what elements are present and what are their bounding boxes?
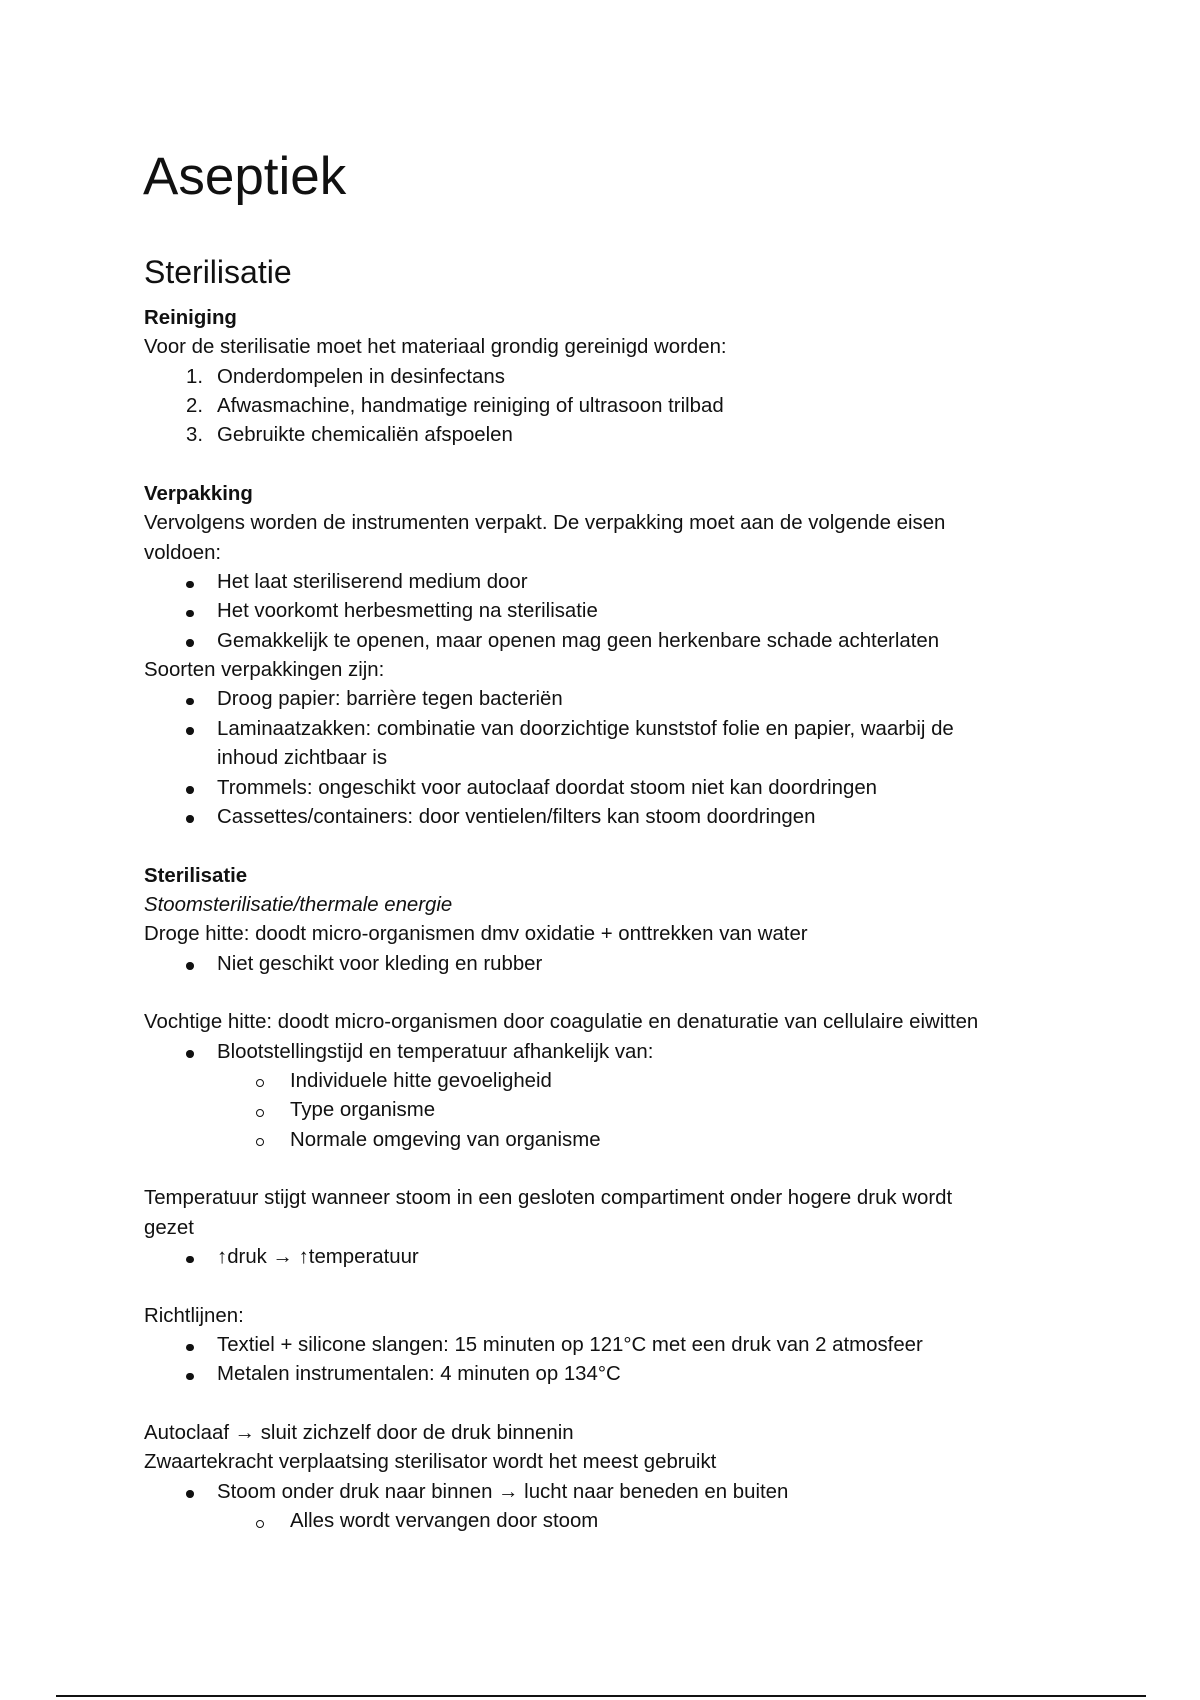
paragraph-line: gezet bbox=[144, 1216, 194, 1239]
list-item-text: Niet geschikt voor kleding en rubber bbox=[217, 952, 543, 975]
document-body bbox=[144, 304, 1164, 1536]
bullet-icon bbox=[186, 786, 194, 794]
paragraph-line: Vervolgens worden de instrumenten verpakt. De verpakking moet aan de volgende eisen bbox=[144, 512, 946, 535]
list-item-text: Gemakkelijk te openen, maar openen mag geen herkenbare schade achterlaten bbox=[217, 629, 940, 652]
bullet-icon bbox=[186, 581, 194, 589]
list-item bbox=[144, 715, 1164, 744]
list-item-text: Blootstellingstijd en temperatuur afhankelijk van: bbox=[217, 1040, 654, 1063]
paragraph-line: Temperatuur stijgt wanneer stoom in een gesloten compartiment onder hogere druk wordt bbox=[144, 1187, 953, 1210]
sterilisatie-section bbox=[144, 862, 1164, 1537]
list-item bbox=[144, 597, 1164, 626]
sub-list-item bbox=[144, 1067, 1164, 1096]
blank-line bbox=[144, 832, 1164, 861]
bullet-icon bbox=[186, 815, 194, 823]
list-item-text: Het voorkomt herbesmetting na sterilisatie bbox=[217, 600, 598, 623]
list-item bbox=[144, 1038, 1164, 1067]
bullet-icon bbox=[186, 1344, 194, 1352]
hollow-bullet-icon bbox=[256, 1079, 264, 1087]
list-number: 3. bbox=[185, 424, 203, 447]
subheading-sterilisatie: Sterilisatie bbox=[144, 864, 248, 887]
bullet-icon bbox=[186, 1256, 194, 1264]
reiniging-section bbox=[144, 304, 1164, 451]
list-item bbox=[144, 950, 1164, 979]
list-item-text: Stoom onder druk naar binnen → lucht naar beneden en buiten bbox=[217, 1480, 789, 1503]
bullet-icon bbox=[186, 639, 194, 647]
subheading-verpakking: Verpakking bbox=[144, 483, 253, 506]
bullet-icon bbox=[186, 962, 194, 970]
sub-list-item bbox=[144, 1096, 1164, 1125]
bullet-icon bbox=[186, 1490, 194, 1498]
paragraph-line: voldoen: bbox=[144, 541, 222, 564]
bullet-icon bbox=[186, 610, 194, 618]
list-item-text: Cassettes/containers: door ventielen/filters kan stoom doordringen bbox=[217, 805, 816, 828]
list-item bbox=[144, 803, 1164, 832]
list-item-text: Metalen instrumentalen: 4 minuten op 134°C bbox=[217, 1363, 621, 1386]
list-item-text: Gebruikte chemicaliën afspoelen bbox=[217, 424, 513, 447]
list-item-text: Textiel + silicone slangen: 15 minuten op 121°C met een druk van 2 atmosfeer bbox=[217, 1334, 923, 1357]
list-item-text: Trommels: ongeschikt voor autoclaaf doordat stoom niet kan doordringen bbox=[217, 776, 878, 799]
list-item-text: Afwasmachine, handmatige reiniging of ultrasoon trilbad bbox=[217, 395, 724, 418]
blank-line bbox=[144, 1390, 1164, 1419]
bullet-icon bbox=[186, 1050, 194, 1058]
sub-list-item-text: Normale omgeving van organisme bbox=[290, 1128, 601, 1151]
bullet-icon bbox=[186, 1373, 194, 1381]
section-heading: Sterilisatie bbox=[144, 254, 292, 290]
paragraph-line: Autoclaaf → sluit zichzelf door de druk binnenin bbox=[144, 1422, 574, 1445]
numbered-item bbox=[144, 421, 1164, 450]
list-item bbox=[144, 1360, 1164, 1389]
list-number: 1. bbox=[185, 365, 203, 388]
list-item-continuation: inhoud zichtbaar is bbox=[217, 747, 388, 770]
paragraph: Voor de sterilisatie moet het materiaal grondig gereinigd worden: bbox=[144, 336, 727, 359]
list-item bbox=[144, 685, 1164, 714]
list-item bbox=[144, 627, 1164, 656]
numbered-item bbox=[144, 392, 1164, 421]
paragraph: Soorten verpakkingen zijn: bbox=[144, 659, 385, 682]
hollow-bullet-icon bbox=[256, 1109, 264, 1117]
blank-line bbox=[144, 451, 1164, 480]
method-label: Stoomsterilisatie/thermale energie bbox=[144, 893, 453, 916]
paragraph: Richtlijnen: bbox=[144, 1304, 244, 1327]
list-item bbox=[144, 568, 1164, 597]
sub-list-item-text: Type organisme bbox=[290, 1099, 436, 1122]
list-item-text: Droog papier: barrière tegen bacteriën bbox=[217, 688, 563, 711]
hollow-bullet-icon bbox=[256, 1520, 264, 1528]
sub-list-item bbox=[144, 1507, 1164, 1536]
numbered-item bbox=[144, 363, 1164, 392]
list-item-text: Laminaatzakken: combinatie van doorzichtige kunststof folie en papier, waarbij de bbox=[217, 717, 954, 740]
verpakking-section bbox=[144, 480, 1164, 832]
sub-list-item-text: Individuele hitte gevoeligheid bbox=[290, 1069, 552, 1092]
paragraph: Vochtige hitte: doodt micro-organismen door coagulatie en denaturatie van cellulaire eiwitten bbox=[144, 1011, 979, 1034]
paragraph: Droge hitte: doodt micro-organismen dmv oxidatie + onttrekken van water bbox=[144, 923, 808, 946]
hollow-bullet-icon bbox=[256, 1138, 264, 1146]
list-item bbox=[144, 1331, 1164, 1360]
paragraph-line: Zwaartekracht verplaatsing sterilisator wordt het meest gebruikt bbox=[144, 1451, 717, 1474]
subheading-reiniging: Reiniging bbox=[144, 307, 237, 329]
list-item bbox=[144, 1478, 1164, 1507]
list-item-text: Het laat steriliserend medium door bbox=[217, 571, 528, 594]
list-item bbox=[144, 774, 1164, 803]
list-item-text: ↑druk → ↑temperatuur bbox=[217, 1246, 419, 1268]
bullet-icon bbox=[186, 698, 194, 706]
list-number: 2. bbox=[185, 395, 203, 418]
document-title: Aseptiek bbox=[143, 147, 347, 206]
page-bottom-rule bbox=[56, 1695, 1146, 1697]
sub-list-item bbox=[144, 1126, 1164, 1155]
list-item bbox=[144, 1243, 1164, 1272]
sub-list-item-text: Alles wordt vervangen door stoom bbox=[290, 1510, 599, 1533]
blank-line bbox=[144, 1272, 1164, 1301]
blank-line bbox=[144, 979, 1164, 1008]
blank-line bbox=[144, 1155, 1164, 1184]
list-item-text: Onderdompelen in desinfectans bbox=[217, 365, 505, 388]
bullet-icon bbox=[186, 727, 194, 735]
